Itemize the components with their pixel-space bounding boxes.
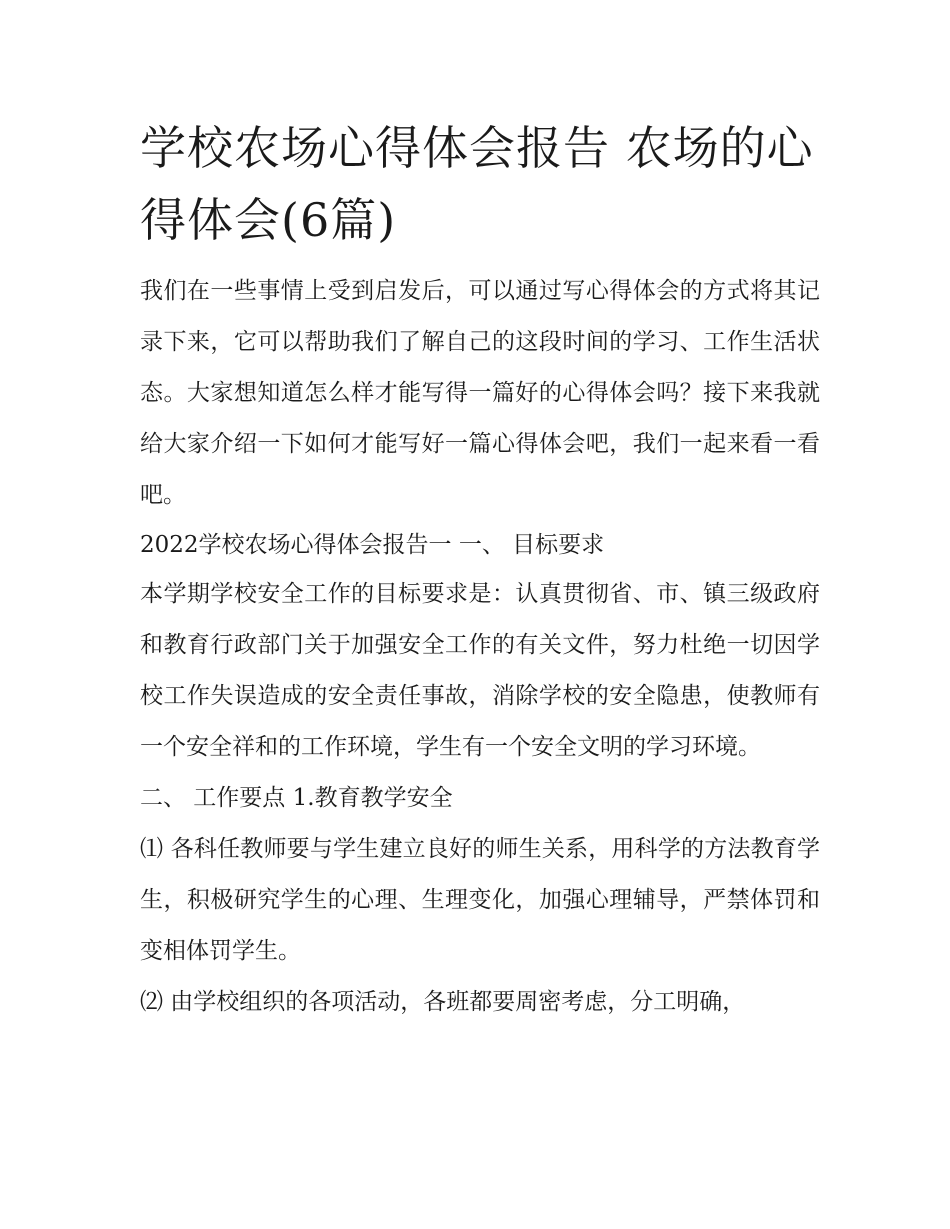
section-heading-2: 二、 工作要点 1.教育教学安全	[140, 785, 453, 811]
item-paragraph-2: ⑵ 由学校组织的各项活动，各班都要周密考虑，分工明确，	[140, 989, 746, 1015]
document-page	[140, 112, 820, 1028]
item-paragraph-1: ⑴ 各科任教师要与学生建立良好的师生关系，用科学的方法教育学生，积极研究学生的心理、生理变化，加强心理辅导，严禁体罚和变相体罚学生。	[140, 836, 820, 964]
intro-paragraph: 我们在一些事情上受到启发后，可以通过写心得体会的方式将其记录下来，它可以帮助我们了解自己的这段时间的学习、工作生活状态。大家想知道怎么样才能写得一篇好的心得体会吗？接下来我就给大家介绍一下如何才能写好一篇心得体会吧，我们一起来看一看吧。	[140, 278, 820, 508]
section-heading-1: 2022学校农场心得体会报告一 一、 目标要求	[140, 532, 605, 558]
goal-paragraph: 本学期学校安全工作的目标要求是：认真贯彻省、市、镇三级政府和教育行政部门关于加强安全工作的有关文件，努力杜绝一切因学校工作失误造成的安全责任事故，消除学校的安全隐患，使教师有一个安全祥和的工作环境，学生有一个安全文明的学习环境。	[140, 581, 820, 760]
document-title: 学校农场心得体会报告 农场的心得体会(6篇)	[140, 121, 814, 247]
